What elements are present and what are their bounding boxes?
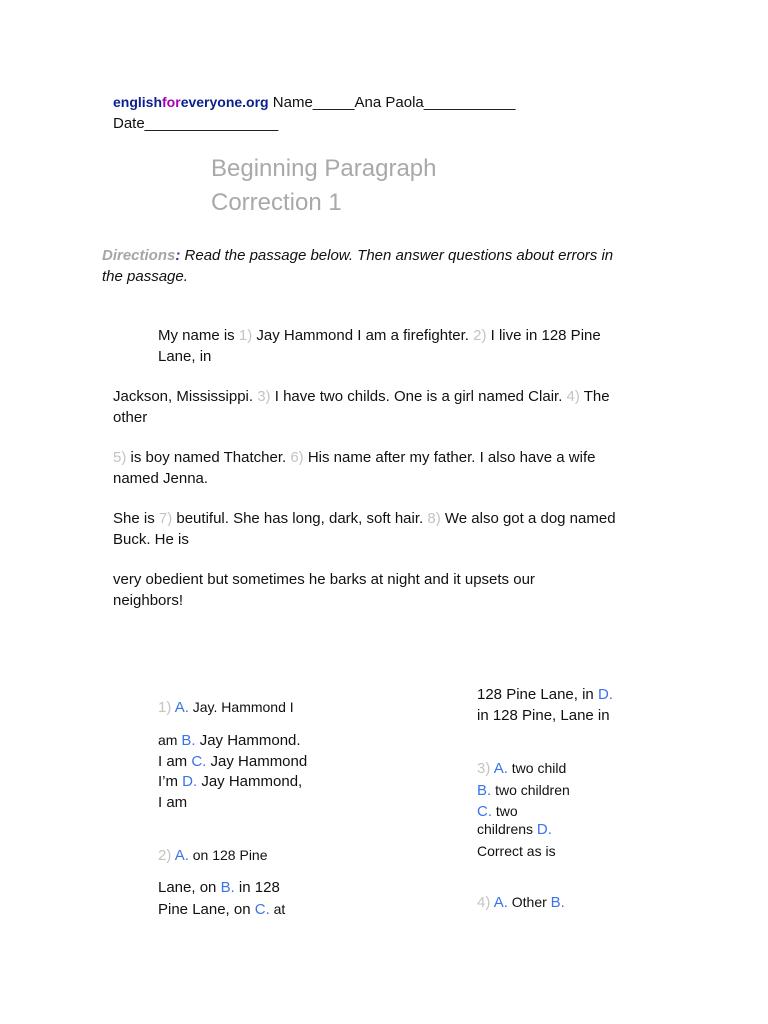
marker-3: 3) [257,388,271,405]
directions-label: Directions [102,247,176,264]
q3-option-d-text: Correct as is [477,842,556,859]
question-number-3: 3) [477,760,491,777]
marker-2: 2) [473,327,487,344]
passage-paragraph-5: very obedient but sometimes he barks at night and it upsets our neighbors! [113,571,535,609]
question-2-options: Lane, on B. in 128 Pine Lane, on C. at [158,879,286,918]
q1-option-d[interactable]: D. [182,773,198,790]
passage-paragraph-2: Jackson, Mississippi. 3) I have two childs. One is a girl named Clair. 4) The other [113,388,610,426]
question-2-continued: 128 Pine Lane, in D. in 128 Pine, Lane in [477,686,613,724]
marker-8: 8) [427,510,441,527]
q3-option-b[interactable]: B. [477,781,492,799]
marker-5: 5) [113,449,127,466]
question-3-options-cont: childrens D. Correct as is [477,821,556,859]
passage-paragraph-3: 5) is boy named Thatcher. 6) His name after my father. I also have a wife named Jenna. [113,449,596,487]
date-field: Date________________ [113,114,279,132]
question-1-options: am B. Jay Hammond. I am C. Jay Hammond I’m D. Jay Hammond, I am [158,732,308,811]
question-number-2: 2) [158,847,172,864]
title-line-1: Beginning Paragraph [211,155,437,182]
question-number-1: 1) [158,699,172,716]
marker-6: 6) [290,449,304,466]
q2-option-b[interactable]: B. [220,879,235,896]
q4-option-a[interactable]: A. [493,894,508,911]
q1-option-c[interactable]: C. [191,752,207,770]
q2-option-a[interactable]: A. [174,847,189,864]
q3-option-c[interactable]: C. [477,803,492,820]
q3-option-a[interactable]: A. [493,760,508,777]
header [113,92,633,134]
directions [102,246,630,287]
directions-text: Read the passage below. Then answer questions about errors in the passage. [102,247,614,285]
q4-option-b[interactable]: B. [550,894,565,911]
question-3: 3) A. two child B. two children C. two [477,760,570,820]
marker-7: 7) [158,510,173,527]
passage-paragraph-1: My name is 1) Jay Hammond I am a firefighter. 2) I live in 128 Pine Lane, in [158,327,601,365]
q2-option-c[interactable]: C. [254,900,270,918]
question-number-4: 4) [477,894,491,911]
title-line-2: Correction 1 [211,189,342,216]
site-logo-text[interactable]: englishforeveryone.org [113,94,269,110]
directions-colon: : [175,247,181,264]
marker-4: 4) [566,388,580,405]
name-field: Name_____Ana Paola___________ [268,94,516,111]
question-1: 1) A. Jay. Hammond I [158,699,294,716]
q2-option-d[interactable]: D. [597,686,613,703]
q1-option-a[interactable]: A. [174,699,189,716]
question-4: 4) A. Other B. [477,894,565,911]
q1-option-b[interactable]: B. [181,732,196,749]
page-title [211,152,611,220]
marker-1: 1) [238,327,253,344]
q3-option-d[interactable]: D. [536,821,552,838]
passage-paragraph-4: She is 7) beutiful. She has long, dark, soft hair. 8) We also got a dog named Buck. He is [113,510,616,548]
question-2: 2) A. on 128 Pine [158,847,268,864]
